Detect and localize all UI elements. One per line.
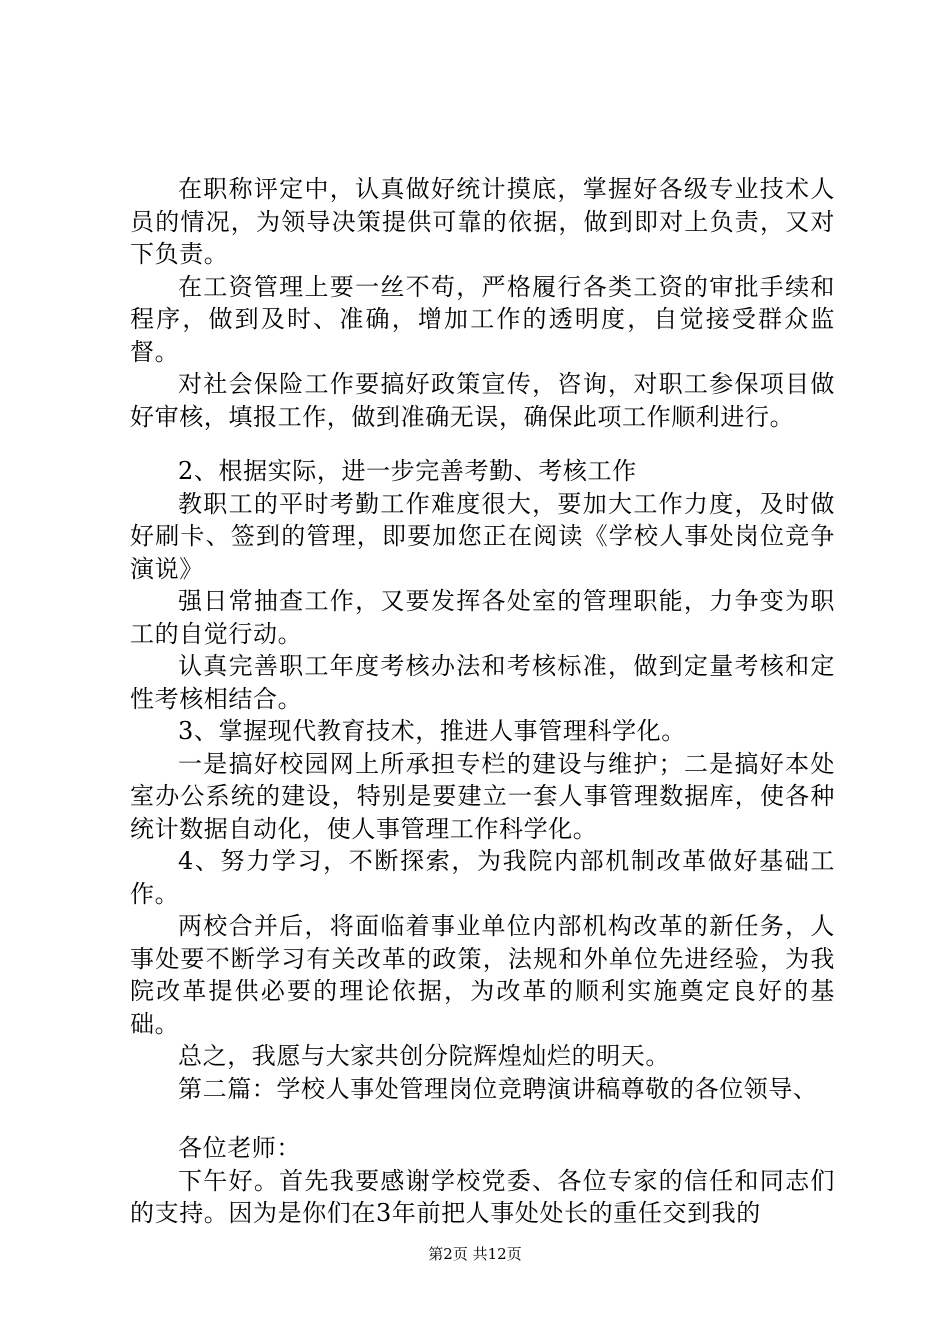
document-body: [130, 173, 835, 1230]
paragraph-attendance-work: 教职工的平时考勤工作难度很大，要加大工作力度，及时做好刷卡、签到的管理，即要加您正在阅读《学校人事处岗位竞争演说》: [130, 489, 835, 583]
paragraph-greeting: 下午好。首先我要感谢学校党委、各位专家的信任和同志们的支持。因为是你们在3年前把人事处处长的重任交到我的: [130, 1166, 835, 1227]
paragraph-spacer: [130, 1105, 835, 1132]
section-heading-technology: 3、掌握现代教育技术，推进人事管理科学化。: [178, 717, 686, 745]
paragraph-salary-management: 在工资管理上要一丝不苟，严格履行各类工资的审批手续和程序，做到及时、准确，增加工作的透明度，自觉接受群众监督。: [130, 272, 835, 366]
section-heading-study: 4、努力学习，不断探索，为我院内部机制改革做好基础工作。: [130, 847, 835, 908]
paragraph-title-evaluation: 在职称评定中，认真做好统计摸底，掌握好各级专业技术人员的情况，为领导决策提供可靠的依据，做到即对上负责，又对下负责。: [130, 175, 835, 268]
paragraph-campus-network: 一是搞好校园网上所承担专栏的建设与维护；二是搞好本处室办公系统的建设，特别是要建立一套人事管理数据库，使各种统计数据自动化，使人事管理工作科学化。: [130, 749, 835, 843]
paragraph-conclusion: 总之，我愿与大家共创分院辉煌灿烂的明天。: [178, 1042, 670, 1070]
page-number-footer: 第2页 共12页: [428, 1245, 522, 1263]
paragraph-second-article-title: 第二篇：学校人事处管理岗位竞聘演讲稿尊敬的各位领导、: [178, 1074, 818, 1103]
paragraph-annual-assessment: 认真完善职工年度考核办法和考核标准，做到定量考核和定性考核相结合。: [130, 652, 835, 713]
paragraph-spot-check: 强日常抽查工作，又要发挥各处室的管理职能，力争变为职工的自觉行动。: [130, 587, 835, 648]
paragraph-salutation: 各位老师：: [178, 1134, 301, 1162]
paragraph-social-insurance: 对社会保险工作要搞好政策宣传，咨询，对职工参保项目做好审核，填报工作，做到准确无误，确保此项工作顺利进行。: [130, 370, 835, 431]
paragraph-merger-reform: 两校合并后，将面临着事业单位内部机构改革的新任务，人事处要不断学习有关改革的政策，法规和外单位先进经验，为我院改革提供必要的理论依据，为改革的顺利实施奠定良好的基础。: [130, 912, 835, 1038]
paragraph-spacer: [130, 433, 835, 455]
section-heading-attendance: 2、根据实际，进一步完善考勤、考核工作: [178, 457, 637, 485]
